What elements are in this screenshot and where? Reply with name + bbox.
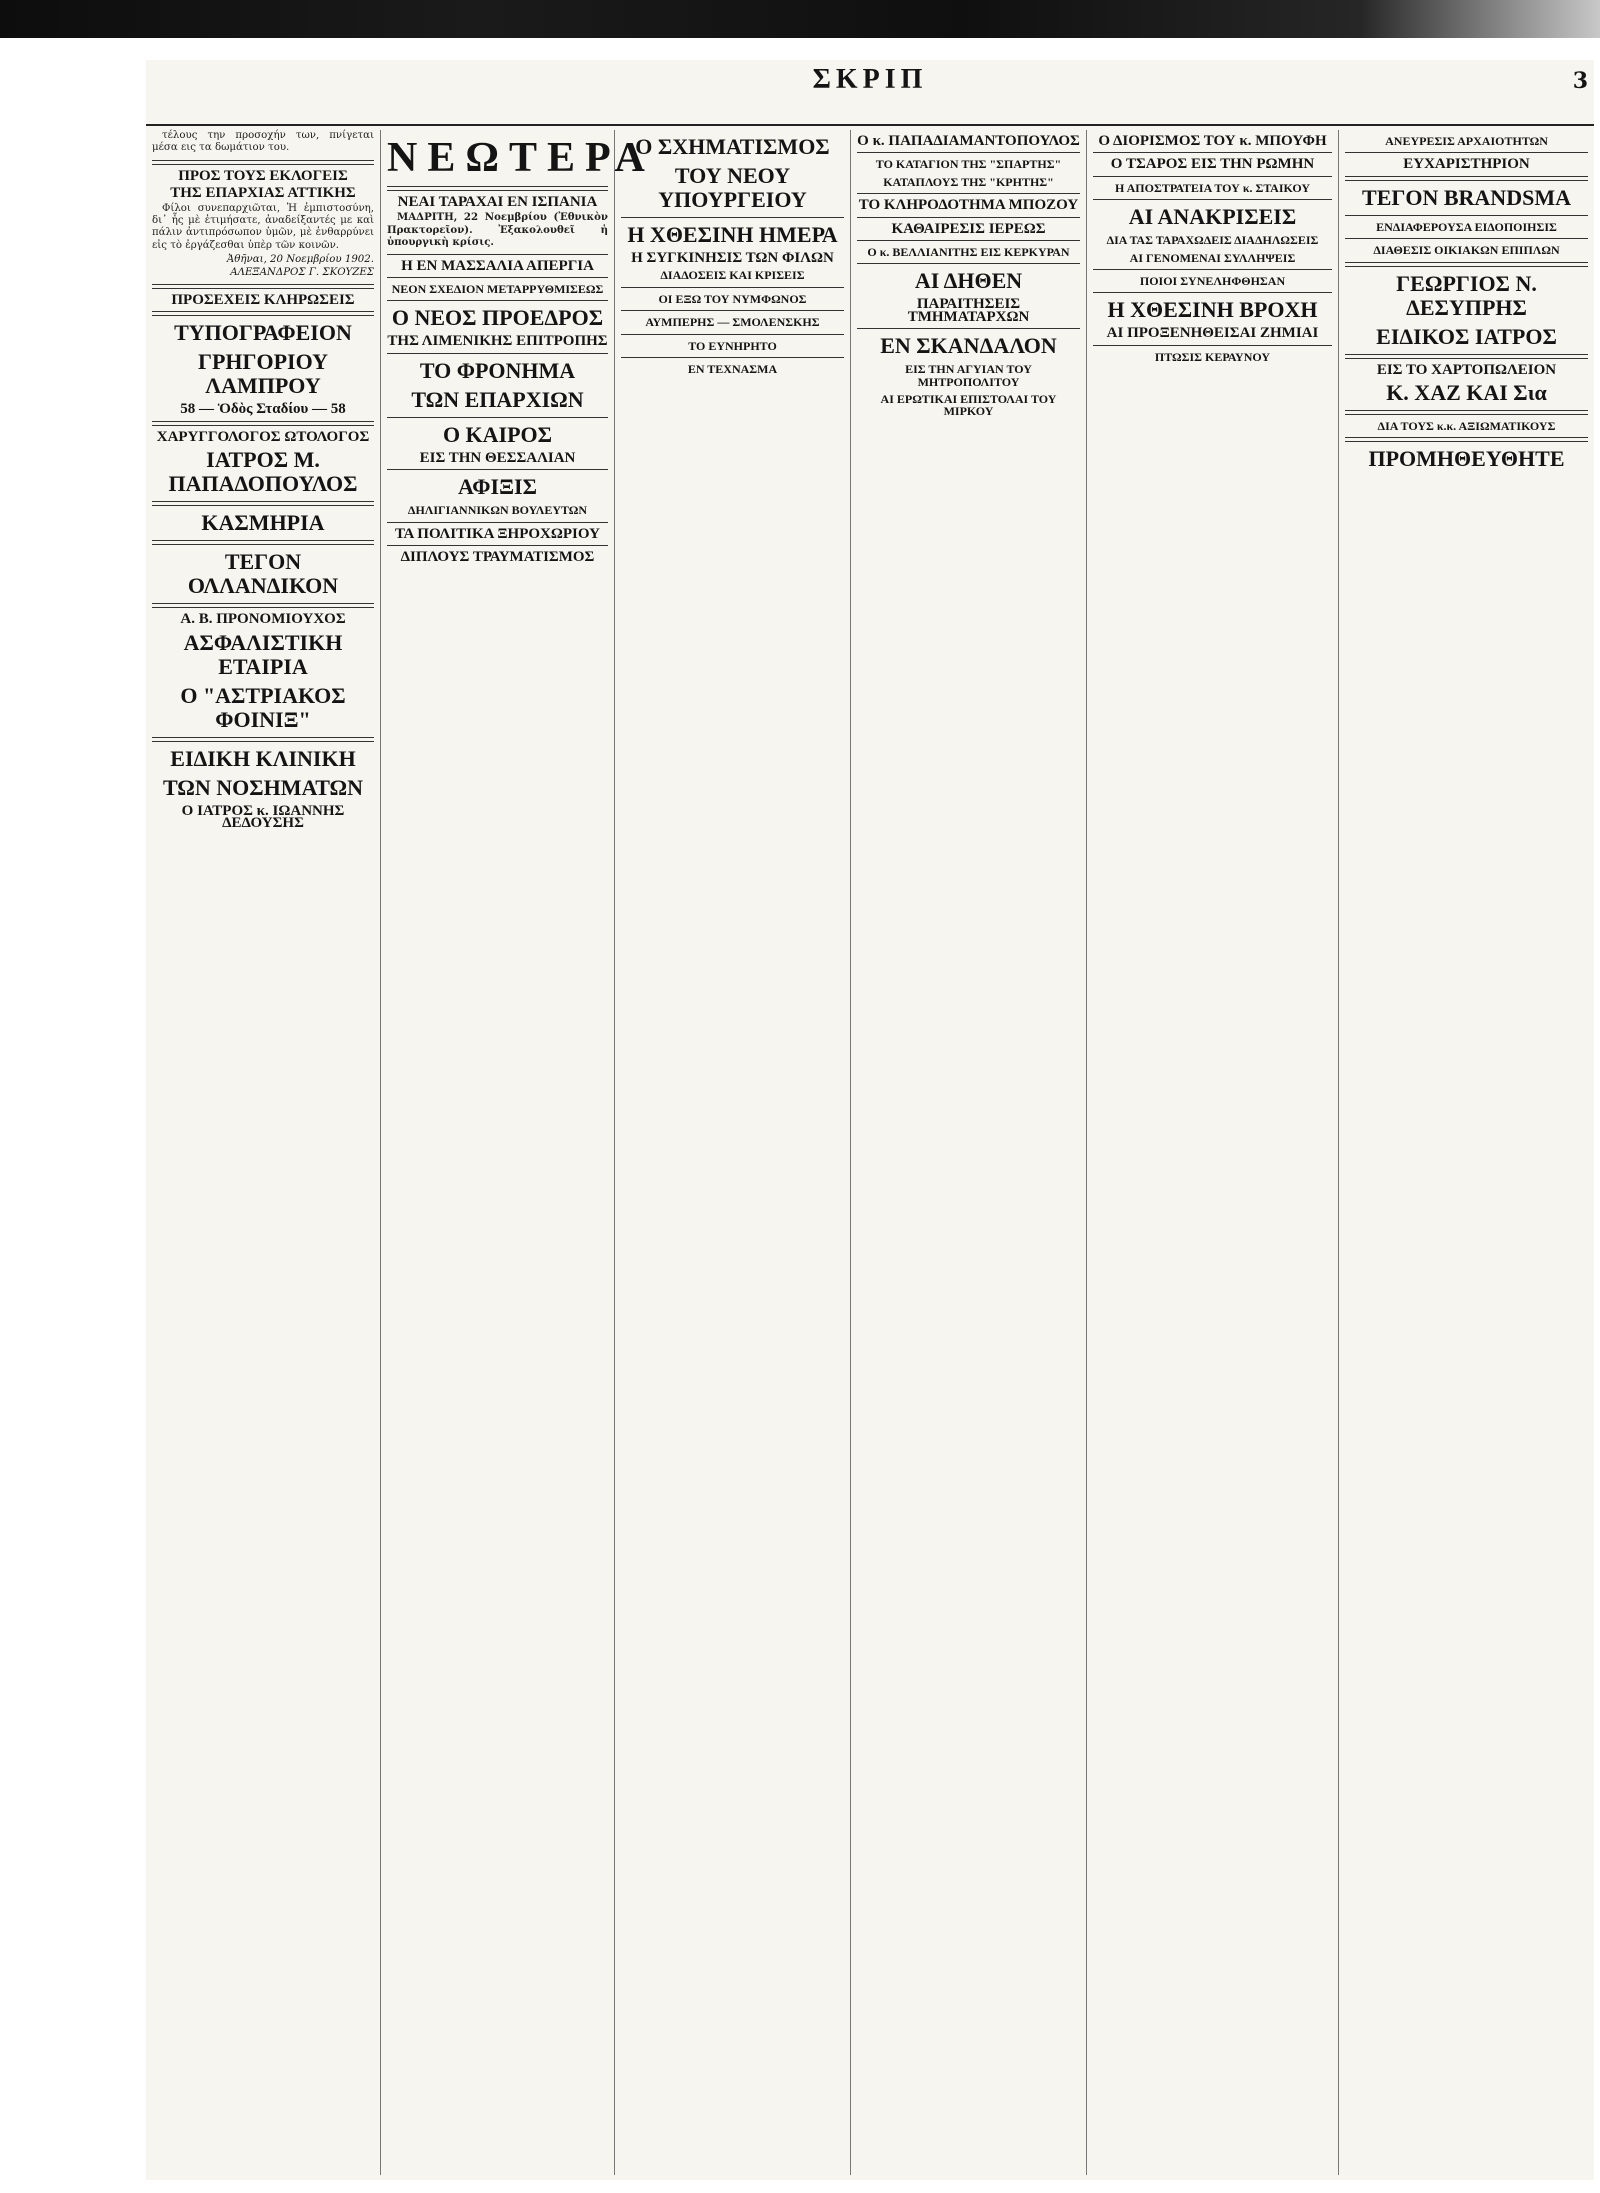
divider bbox=[152, 540, 374, 545]
divider bbox=[387, 522, 608, 523]
headline: ΕΝ ΣΚΑΝΔΑΛΟΝ bbox=[880, 333, 1057, 359]
headline: ΤΟΥ ΝΕΟΥ ΥΠΟΥΡΓΕΙΟΥ bbox=[658, 163, 807, 212]
divider bbox=[387, 277, 608, 278]
newspaper-name: ΣΚΡΙΠ bbox=[812, 64, 928, 95]
divider bbox=[152, 603, 374, 608]
divider bbox=[152, 737, 374, 742]
ad-address: 58 — Ὁδὸς Σταδίου — 58 bbox=[180, 401, 346, 418]
headline: ΤΑ ΠΟΛΙΤΙΚΑ ΞΗΡΟΧΩΡΙΟΥ bbox=[394, 525, 600, 542]
ad-headline: ΕΙΔΙΚΗ ΚΛΙΝΙΚΗ bbox=[170, 745, 356, 771]
headline: ΠΑΡΑΙΤΗΣΕΙΣ ΤΜΗΜΑΤΑΡΧΩΝ bbox=[907, 296, 1030, 325]
divider bbox=[152, 284, 374, 289]
signature: Ἀθῆναι, 20 Νοεμβρίου 1902. ΑΛΕΞΑΝΔΡΟΣ Γ. ΣΚΟΥΖΕΣ bbox=[226, 254, 374, 278]
ad-headline: ΔΙΑ ΤΟΥΣ κ.κ. ΑΞΙΩΜΑΤΙΚΟΥΣ bbox=[1377, 419, 1556, 434]
headline: ΤΟ ΦΡΟΝΗΜΑ bbox=[419, 357, 576, 383]
ad-headline: Ο "ΑΣΤΡΙΑΚΟΣ ΦΟΙΝΙΞ" bbox=[180, 682, 346, 732]
column-4 bbox=[850, 130, 1086, 2175]
divider bbox=[1345, 262, 1588, 267]
headline: Ο ΤΣΑΡΟΣ ΕΙΣ ΤΗΝ ΡΩΜΗΝ bbox=[1110, 156, 1315, 173]
ad-headline: ΤΕΓΟΝ BRANDSMA bbox=[1362, 184, 1571, 210]
ad-headline: ΑΣΦΑΛΙΣΤΙΚΗ ΕΤΑΙΡΙΑ bbox=[183, 629, 343, 679]
divider bbox=[152, 311, 374, 316]
divider bbox=[1093, 345, 1332, 346]
column-2 bbox=[380, 130, 655, 2175]
ad-headline: ΧΑΡΥΓΓΟΛΟΓΟΣ ΩΤΟΛΟΓΟΣ bbox=[156, 428, 370, 445]
ad-headline: ΕΙΔΙΚΟΣ ΙΑΤΡΟΣ bbox=[1376, 323, 1557, 349]
headline: Ο ΣΧΗΜΑΤΙΣΜΟΣ bbox=[635, 134, 830, 159]
divider bbox=[1093, 152, 1332, 153]
headline: ΠΟΙΟΙ ΣΥΝΕΛΗΦΘΗΣΑΝ bbox=[1139, 274, 1286, 289]
divider bbox=[387, 417, 608, 418]
article-text: τέλους την προσοχήν των, πνίγεται μέσα εις τα δωμάτιον του. bbox=[152, 130, 374, 154]
divider bbox=[621, 287, 844, 288]
ad-headline: ΓΕΩΡΓΙΟΣ Ν. ΔΕΣΥΠΡΗΣ bbox=[1396, 270, 1537, 320]
divider bbox=[152, 421, 374, 426]
divider bbox=[1093, 176, 1332, 177]
ad-headline: ΤΥΠΟΓΡΑΦΕΙΟΝ bbox=[174, 320, 352, 346]
page-number: 3 bbox=[1572, 68, 1588, 94]
headline: ΚΑΤΑΠΛΟΥΣ ΤΗΣ "ΚΡΗΤΗΣ" bbox=[883, 174, 1054, 189]
divider bbox=[621, 217, 844, 218]
ad-headline: ΔΙΑΘΕΣΙΣ ΟΙΚΙΑΚΩΝ ΕΠΙΠΛΩΝ bbox=[1373, 243, 1560, 258]
article-text: ΜΑΔΡΙΤΗ, 22 Νοεμβρίου (Ἐθνικὸν Πρακτορεῖον). Ἐξακολουθεῖ ἡ ὑπουργικὴ κρίσις. bbox=[387, 211, 608, 249]
ad-headline: ΓΡΗΓΟΡΙΟΥ ΛΑΜΠΡΟΥ bbox=[197, 349, 329, 399]
headline: ΑΙ ΕΡΩΤΙΚΑΙ ΕΠΙΣΤΟΛΑΙ ΤΟΥ ΜΙΡΚΟΥ bbox=[880, 392, 1057, 419]
newspaper-page bbox=[146, 60, 1594, 2180]
scan-dark-edge bbox=[0, 0, 1600, 38]
masthead bbox=[146, 64, 1594, 126]
divider bbox=[857, 193, 1080, 194]
divider bbox=[1345, 152, 1588, 153]
headline: Ο κ. ΒΕΛΛΙΑΝΙΤΗΣ ΕΙΣ ΚΕΡΚΥΡΑΝ bbox=[867, 245, 1070, 260]
divider bbox=[387, 545, 608, 546]
headline: Η ΧΘΕΣΙΝΗ ΗΜΕΡΑ bbox=[627, 222, 838, 247]
column-6 bbox=[1338, 130, 1594, 2175]
headline: Ο ΝΕΟΣ ΠΡΟΕΔΡΟΣ bbox=[391, 305, 604, 331]
headline: Ο κ. ΠΑΠΑΔΙΑΜΑΝΤΟΠΟΥΛΟΣ bbox=[857, 133, 1080, 149]
divider bbox=[621, 334, 844, 335]
ad-headline: Κ. ΧΑΖ ΚΑΙ Σια bbox=[1386, 380, 1547, 406]
headline: ΔΙΠΛΟΥΣ ΤΡΑΥΜΑΤΙΣΜΟΣ bbox=[400, 549, 595, 566]
headline: Η ΕΝ ΜΑΣΣΑΛΙΑ ΑΠΕΡΓΙΑ bbox=[401, 257, 594, 274]
headline: ΠΤΩΣΙΣ ΚΕΡΑΥΝΟΥ bbox=[1154, 349, 1271, 364]
ad-headline: ΠΡΟΜΗΘΕΥΘΗΤΕ bbox=[1368, 446, 1565, 472]
section-title: ΝΕΩΤΕΡΑ bbox=[387, 135, 655, 181]
divider bbox=[387, 186, 608, 191]
divider bbox=[857, 328, 1080, 329]
ad-headline: ΕΝΔΙΑΦΕΡΟΥΣΑ ΕΙΔΟΠΟΙΗΣΙΣ bbox=[1376, 219, 1557, 234]
column-1 bbox=[146, 130, 380, 2175]
headline: ΤΩΝ ΕΠΑΡΧΙΩΝ bbox=[411, 386, 584, 412]
article-text: Φίλοι συνεπαρχιῶται, Ἡ ἐμπιστοσύνη, δι᾽ ἧς μὲ ἐτιμήσατε, ἀναδείξαντές με καὶ πάλιν ἀντιπρόσωπον ὑμῶν, μὲ ἐνθαρρύνει εἰς τὸ ἐργάζεσθαι ὑπὲρ τῶν κοινῶν. bbox=[152, 202, 374, 251]
column-5 bbox=[1086, 130, 1338, 2175]
headline: ΤΟ ΚΑΤΑΓΙΟΝ ΤΗΣ "ΣΠΑΡΤΗΣ" bbox=[875, 157, 1062, 172]
headline: ΑΝΕΥΡΕΣΙΣ ΑΡΧΑΙΟΤΗΤΩΝ bbox=[1385, 134, 1548, 148]
headline: ΠΡΟΣΕΧΕΙΣ ΚΛΗΡΩΣΕΙΣ bbox=[171, 292, 355, 309]
headline: Ο ΔΙΟΡΙΣΜΟΣ ΤΟΥ κ. ΜΠΟΥΦΗ bbox=[1098, 133, 1327, 149]
headline: ΝΕΟΝ ΣΧΕΔΙΟΝ ΜΕΤΑΡΡΥΘΜΙΣΕΩΣ bbox=[391, 282, 604, 297]
headline: Ο ΚΑΙΡΟΣ bbox=[442, 421, 553, 447]
headline: ΑΥΜΠΕΡΗΣ — ΣΜΟΛΕΝΣΚΗΣ bbox=[645, 315, 820, 330]
divider bbox=[1093, 269, 1332, 270]
ad-headline: ΤΕΓΟΝ ΟΛΛΑΝΔΙΚΟΝ bbox=[187, 549, 339, 599]
headline: ΔΙΑΔΟΣΕΙΣ ΚΑΙ ΚΡΙΣΕΙΣ bbox=[660, 268, 805, 283]
headline: ΤΗΣ ΛΙΜΕΝΙΚΗΣ ΕΠΙΤΡΟΠΗΣ bbox=[387, 333, 608, 350]
headline: ΔΗΛΙΓΙΑΝΝΙΚΩΝ ΒΟΥΛΕΥΤΩΝ bbox=[407, 503, 588, 518]
divider bbox=[387, 353, 608, 354]
headline: ΕΙΣ ΤΗΝ ΑΓΥΙΑΝ ΤΟΥ ΜΗΤΡΟΠΟΛΙΤΟΥ bbox=[905, 362, 1032, 389]
ad-headline: ΕΙΣ ΤΟ ΧΑΡΤΟΠΩΛΕΙΟΝ bbox=[1376, 361, 1557, 378]
divider bbox=[857, 240, 1080, 241]
headline: ΑΙ ΓΕΝΟΜΕΝΑΙ ΣΥΛΛΗΨΕΙΣ bbox=[1129, 250, 1296, 265]
divider bbox=[1345, 437, 1588, 442]
headline: ΑΙ ΠΡΟΞΕΝΗΘΕΙΣΑΙ ΖΗΜΙΑΙ bbox=[1106, 325, 1319, 342]
divider bbox=[1345, 238, 1588, 239]
ad-headline: ΚΑΣΜΗΡΙΑ bbox=[201, 510, 325, 536]
divider bbox=[1345, 215, 1588, 216]
divider bbox=[387, 300, 608, 301]
headline: ΔΙΑ ΤΑΣ ΤΑΡΑΧΩΔΕΙΣ ΔΙΑΔΗΛΩΣΕΙΣ bbox=[1106, 233, 1319, 248]
divider bbox=[621, 357, 844, 358]
divider bbox=[152, 160, 374, 165]
divider bbox=[387, 469, 608, 470]
headline: Η ΧΘΕΣΙΝΗ ΒΡΟΧΗ bbox=[1107, 297, 1318, 323]
ad-headline: Α. Β. ΠΡΟΝΟΜΙΟΥΧΟΣ bbox=[180, 611, 346, 628]
column-3 bbox=[614, 130, 850, 2175]
headline: Η ΣΥΓΚΙΝΗΣΙΣ ΤΩΝ ΦΙΛΩΝ bbox=[631, 250, 834, 266]
ad-headline: ΙΑΤΡΟΣ Μ. ΠΑΠΑΔΟΠΟΥΛΟΣ bbox=[168, 447, 358, 497]
divider bbox=[1345, 354, 1588, 359]
headline: ΝΕΑΙ ΤΑΡΑΧΑΙ ΕΝ ΙΣΠΑΝΙΑ bbox=[397, 194, 598, 210]
divider bbox=[1345, 410, 1588, 415]
headline: ΑΙ ΔΗΘΕΝ bbox=[914, 268, 1023, 294]
headline: ΤΗΣ ΕΠΑΡΧΙΑΣ ΑΤΤΙΚΗΣ bbox=[170, 185, 356, 202]
headline: ΚΑΘΑΙΡΕΣΙΣ ΙΕΡΕΩΣ bbox=[891, 220, 1046, 237]
divider bbox=[1093, 199, 1332, 200]
divider bbox=[1093, 292, 1332, 293]
headline: ΕΝ ΤΕΧΝΑΣΜΑ bbox=[687, 362, 778, 377]
divider bbox=[857, 263, 1080, 264]
headline: Η ΑΠΟΣΤΡΑΤΕΙΑ ΤΟΥ κ. ΣΤΑΙΚΟΥ bbox=[1114, 180, 1311, 195]
divider bbox=[387, 254, 608, 255]
divider bbox=[857, 217, 1080, 218]
headline: ΕΥΧΑΡΙΣΤΗΡΙΟΝ bbox=[1403, 156, 1530, 173]
headline: ΑΦΙΞΙΣ bbox=[458, 474, 537, 500]
divider bbox=[621, 310, 844, 311]
divider bbox=[1345, 176, 1588, 181]
headline: ΕΙΣ ΤΗΝ ΘΕΣΣΑΛΙΑΝ bbox=[419, 449, 576, 466]
columns bbox=[146, 130, 1594, 2175]
headline: ΤΟ ΕΥΝΗΡΗΤΟ bbox=[688, 338, 777, 353]
ad-headline: Ο ΙΑΤΡΟΣ κ. ΙΩΑΝΝΗΣ ΔΕΔΟΥΣΗΣ bbox=[181, 802, 345, 832]
headline: ΑΙ ΑΝΑΚΡΙΣΕΙΣ bbox=[1128, 204, 1297, 230]
headline: ΤΟ ΚΛΗΡΟΔΟΤΗΜΑ ΜΠΟΖΟΥ bbox=[858, 197, 1079, 214]
divider bbox=[152, 501, 374, 506]
ad-headline: ΤΩΝ ΝΟΣΗΜΑΤΩΝ bbox=[162, 774, 364, 800]
divider bbox=[857, 152, 1080, 153]
headline: ΠΡΟΣ ΤΟΥΣ ΕΚΛΟΓΕΙΣ bbox=[178, 167, 348, 184]
headline: ΟΙ ΕΞΩ ΤΟΥ ΝΥΜΦΩΝΟΣ bbox=[658, 291, 807, 306]
